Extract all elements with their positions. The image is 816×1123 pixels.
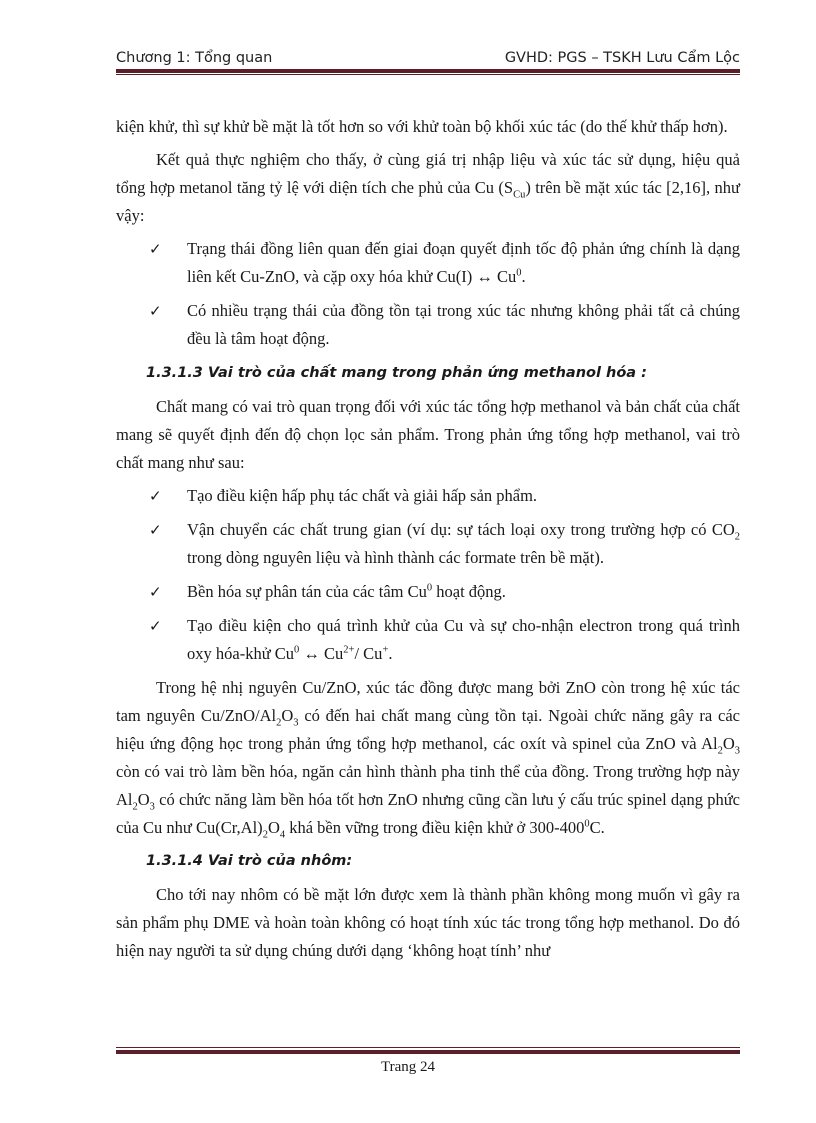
checkmark-icon: ✓: [149, 302, 162, 320]
paragraph: Kết quả thực nghiệm cho thấy, ở cùng giá trị nhập liệu và xúc tác sử dụng, hiệu quả tổng hợp metanol tăng tỷ lệ với diện tích che phủ của Cu $(S_{Cu})$ trên bề mặt xúc tác [2,16], như vậy:: [116, 150, 740, 225]
paragraph: Trong hệ nhị nguyên Cu/ZnO, xúc tác đồng được mang bởi ZnO còn trong hệ xúc tác tam nguyên $Cu/ZnO/Al_2O_3$ có đến hai chất mang cùng tồn tại. Ngoài chức năng gây ra các hiệu ứng động học trong phản ứng tổng hợp methanol, các oxít và spinel của ZnO và $Al_2O_3$ còn có vai trò làm bền hóa, ngăn cản hình thành pha tinh thể của đồng. Trong trường hợp này $Al_2O_3$ có chức năng làm bền hóa tốt hơn ZnO nhưng cũng cần lưu ý cấu trúc spinel dạng phức của Cu như $Cu(Cr,Al)_2O_4$ khá bền vững trong điều kiện khử ở $300-400^0C$.: [116, 678, 741, 841]
section-heading: 1.3.1.4 Vai trò của nhôm:: [146, 853, 353, 869]
checkmark-icon: ✓: [149, 487, 162, 505]
bullet-item: ✓ Bền hóa sự phân tán của các tâm Cu$^0$ hoạt động.: [116, 578, 740, 606]
section-heading: 1.3.1.3 Vai trò của chất mang trong phản ứng methanol hóa :: [146, 365, 647, 381]
page-body: [116, 113, 740, 970]
paragraph: Chất mang có vai trò quan trọng đối với xúc tác tổng hợp methanol và bản chất của chất mang sẽ quyết định đến độ chọn lọc sản phẩm. Trong phản ứng tổng hợp methanol, vai trò chất mang như sau:: [116, 397, 740, 472]
checkmark-icon: ✓: [149, 521, 162, 539]
footer-rule-thick: [116, 1050, 740, 1054]
page-number: Trang 24: [380, 1059, 436, 1075]
checkmark-icon: ✓: [149, 240, 162, 258]
checkmark-icon: ✓: [149, 617, 162, 635]
bullet-item: ✓ Tạo điều kiện cho quá trình khử của Cu và sự cho-nhận electron trong quá trình oxy hóa-khử Cu$^0$ ↔ $Cu^{2+}/$ Cu+.: [116, 612, 740, 668]
header-rule-thick: [116, 69, 740, 73]
checkmark-icon: ✓: [149, 583, 162, 601]
header-chapter-title: Chương 1: Tổng quan: [116, 50, 273, 66]
bullet-item: ✓ Trạng thái đồng liên quan đến giai đoạn quyết định tốc độ phản ứng chính là dạng liên kết Cu-ZnO, và cặp oxy hóa khử Cu(I) ↔ Cu$^0$.: [116, 235, 740, 291]
header-rule-thin: [116, 74, 740, 75]
bullet-item: ✓ Vận chuyển các chất trung gian (ví dụ: sự tách loại oxy trong trường hợp có $CO_2$ trong dòng nguyên liệu và hình thành các formate trên bề mặt).: [116, 516, 740, 572]
bullet-item: ✓ Tạo điều kiện hấp phụ tác chất và giải hấp sản phẩm.: [116, 482, 740, 510]
footer-rule-thin: [116, 1047, 740, 1048]
header-advisor: GVHD: PGS – TSKH Lưu Cẩm Lộc: [504, 50, 740, 66]
bullet-item: ✓ Có nhiều trạng thái của đồng tồn tại trong xúc tác nhưng không phải tất cả chúng đều là tâm hoạt động.: [116, 297, 740, 353]
paragraph: kiện khử, thì sự khử bề mặt là tốt hơn so với khử toàn bộ khối xúc tác (do thế khử thấp hơn).: [116, 117, 728, 136]
paragraph: Cho tới nay nhôm có bề mặt lớn được xem là thành phần không mong muốn vì gây ra sản phẩm phụ DME và hoàn toàn không có hoạt tính xúc tác trong tổng hợp methanol. Do đó hiện nay người ta sử dụng chúng dưới dạng ‘không hoạt tính’ như: [116, 885, 740, 960]
page-header: [116, 50, 740, 70]
